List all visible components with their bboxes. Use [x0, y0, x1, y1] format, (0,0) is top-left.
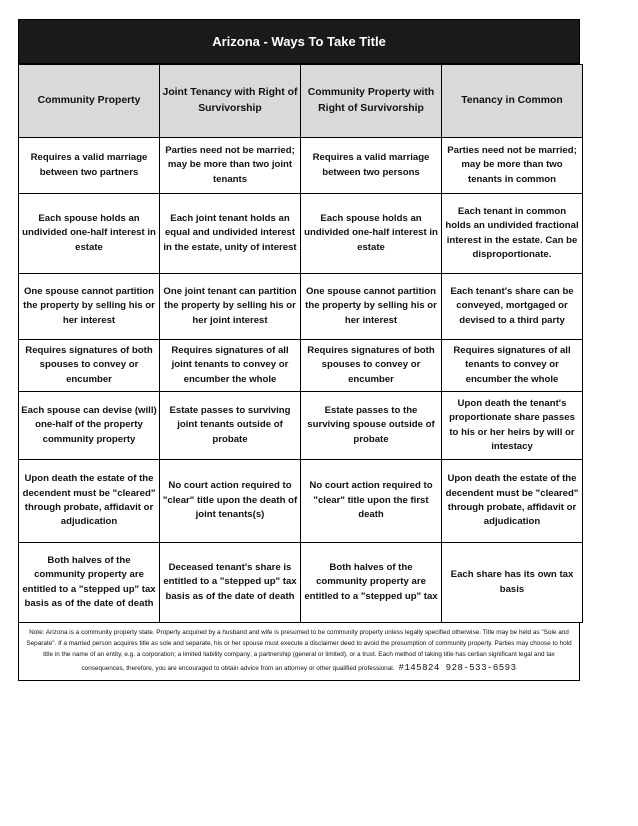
- table-cell: Both halves of the community property are entitled to a "stepped up" tax: [301, 543, 442, 623]
- table-cell: Requires signatures of both spouses to convey or encumber: [19, 340, 160, 392]
- table-cell: Upon death the estate of the decendent must be "cleared" through probate, affidavit or adjudication: [19, 460, 160, 543]
- table-cell: One spouse cannot partition the property by selling his or her interest: [19, 274, 160, 340]
- table-cell: Each joint tenant holds an equal and undivided interest in the estate, unity of interest: [160, 194, 301, 274]
- table-row: [19, 138, 583, 194]
- table-cell: Upon death the estate of the decendent must be "cleared" through probate, affidavit or adjudication: [442, 460, 583, 543]
- table-cell: Estate passes to surviving joint tenants outside of probate: [160, 392, 301, 460]
- table-row: [19, 274, 583, 340]
- table-cell: Each tenant in common holds an undivided fractional interest in the estate. Can be disproportionate.: [442, 194, 583, 274]
- column-header: Community Property: [19, 65, 160, 138]
- column-header: Community Property with Right of Survivorship: [301, 65, 442, 138]
- note-text: Note: Arizona is a community property state. Property acquired by a husband and wife is presumed to be community property unless legally specified otherwise. Title may be held as "Sole and Separate". If a married person acquires title as sole and separate, his or her spouse must execute a disclaimer deed to avoid the presumption of community property. Parties may choose to hold title in the name of an entity, e.g. a corporation; a limited liability company; a partnership (general or limited), or a trust. Each method of taking title has certian significant legal and tax consequences, therefore, you are encouraged to obtain advice from an attorney or other qualified professional.: [26, 629, 572, 672]
- table-cell: Each spouse holds an undivided one-half interest in estate: [19, 194, 160, 274]
- table-row: [19, 543, 583, 623]
- document-title: Arizona - Ways To Take Title: [18, 19, 580, 64]
- table-cell: Each spouse can devise (will) one-half of the property community property: [19, 392, 160, 460]
- table-cell: No court action required to "clear" title upon the first death: [301, 460, 442, 543]
- table-cell: No court action required to "clear" title upon the death of joint tenants(s): [160, 460, 301, 543]
- table-row: [19, 194, 583, 274]
- table-cell: Each share has its own tax basis: [442, 543, 583, 623]
- table-cell: One spouse cannot partition the property by selling his or her interest: [301, 274, 442, 340]
- table-cell: Upon death the tenant's proportionate share passes to his or her heirs by will or intestacy: [442, 392, 583, 460]
- table-cell: Parties need not be married; may be more than two tenants in common: [442, 138, 583, 194]
- table-row: [19, 392, 583, 460]
- column-header: Tenancy in Common: [442, 65, 583, 138]
- header-row: [19, 65, 583, 138]
- reference-stamp: #145824 928-533-6593: [398, 662, 517, 673]
- footnote: [18, 623, 580, 681]
- table-cell: Requires signatures of all tenants to convey or encumber the whole: [442, 340, 583, 392]
- table-cell: Requires a valid marriage between two partners: [19, 138, 160, 194]
- table-cell: Each spouse holds an undivided one-half interest in estate: [301, 194, 442, 274]
- comparison-table: [18, 64, 583, 623]
- title-chart: [18, 19, 580, 681]
- table-cell: Requires signatures of all joint tenants to convey or encumber the whole: [160, 340, 301, 392]
- table-cell: Estate passes to the surviving spouse outside of probate: [301, 392, 442, 460]
- table-row: [19, 340, 583, 392]
- table-cell: Each tenant's share can be conveyed, mortgaged or devised to a third party: [442, 274, 583, 340]
- table-cell: One joint tenant can partition the property by selling his or her joint interest: [160, 274, 301, 340]
- table-cell: Requires a valid marriage between two persons: [301, 138, 442, 194]
- table-cell: Both halves of the community property are entitled to a "stepped up" tax basis as of the date of death: [19, 543, 160, 623]
- table-cell: Requires signatures of both spouses to convey or encumber: [301, 340, 442, 392]
- table-cell: Deceased tenant's share is entitled to a "stepped up" tax basis as of the date of death: [160, 543, 301, 623]
- table-row: [19, 460, 583, 543]
- table-cell: Parties need not be married; may be more than two joint tenants: [160, 138, 301, 194]
- column-header: Joint Tenancy with Right of Survivorship: [160, 65, 301, 138]
